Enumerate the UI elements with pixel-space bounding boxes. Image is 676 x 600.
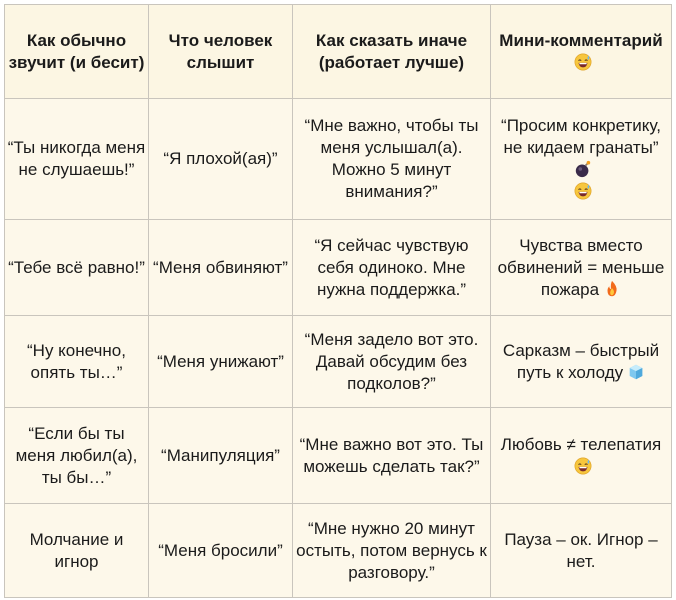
table-row	[5, 99, 672, 220]
better-cell: “Мне важно вот это. Ты можешь сделать так?”	[293, 408, 491, 504]
phrase-cell: Молчание и игнор	[5, 504, 149, 598]
comment-cell	[491, 408, 672, 504]
grinning-sweat-emoji-icon	[574, 182, 592, 200]
table-row	[5, 504, 672, 598]
header-row	[5, 5, 672, 99]
phrase-cell: “Если бы ты меня любил(а), ты бы…”	[5, 408, 149, 504]
header-say-differently	[293, 5, 491, 99]
hears-cell: “Меня бросили”	[149, 504, 293, 598]
grinning-sweat-emoji-icon	[574, 53, 592, 71]
grinning-sweat-emoji-icon	[574, 457, 592, 475]
phrase-cell: “Ну конечно, опять ты…”	[5, 316, 149, 408]
phrase-cell: “Ты никогда меня не слушаешь!”	[5, 99, 149, 220]
better-cell: “Меня задело вот это. Давай обсудим без подколов?”	[293, 316, 491, 408]
phrase-cell: “Тебе всё равно!”	[5, 220, 149, 316]
fire-icon	[603, 280, 621, 298]
hears-cell: “Манипуляция”	[149, 408, 293, 504]
comment-cell	[491, 220, 672, 316]
comment-text: “Просим конкретику, не кидаем гранаты”	[501, 116, 661, 157]
bomb-icon	[574, 160, 592, 178]
header-mini-comment-label: Мини-комментарий	[499, 30, 663, 50]
comment-text: Чувства вместо обвинений = меньше пожара	[497, 235, 665, 299]
hears-cell: “Меня обвиняют”	[149, 220, 293, 316]
comment-text: Сарказм – быстрый путь к холоду	[502, 340, 660, 382]
better-cell: “Мне важно, чтобы ты меня услышал(а). Можно 5 минут внимания?”	[293, 99, 491, 220]
header-say-differently-label: Как сказать иначе (работает лучше)	[315, 30, 468, 72]
better-cell: “Я сейчас чувствую себя одиноко. Мне нужна поддержка.”	[293, 220, 491, 316]
header-mini-comment	[491, 5, 672, 99]
header-how-it-sounds-label: Как обычно звучит (и бесит)	[8, 30, 145, 72]
header-what-person-hears	[149, 5, 293, 99]
table-row	[5, 316, 672, 408]
comment-cell	[491, 99, 672, 220]
better-cell: “Мне нужно 20 минут остыть, потом вернусь к разговору.”	[293, 504, 491, 598]
header-what-person-hears-label: Что человек слышит	[168, 30, 273, 72]
comment-cell	[491, 316, 672, 408]
hears-cell: “Я плохой(ая)”	[149, 99, 293, 220]
hears-cell: “Меня унижают”	[149, 316, 293, 408]
advice-table-container	[4, 4, 672, 598]
ice-cube-icon	[627, 363, 645, 381]
communication-table	[4, 4, 672, 598]
table-row	[5, 220, 672, 316]
table-row	[5, 408, 672, 504]
comment-text: Любовь ≠ телепатия	[500, 434, 662, 454]
header-how-it-sounds	[5, 5, 149, 99]
comment-cell: Пауза – ок. Игнор – нет.	[491, 504, 672, 598]
